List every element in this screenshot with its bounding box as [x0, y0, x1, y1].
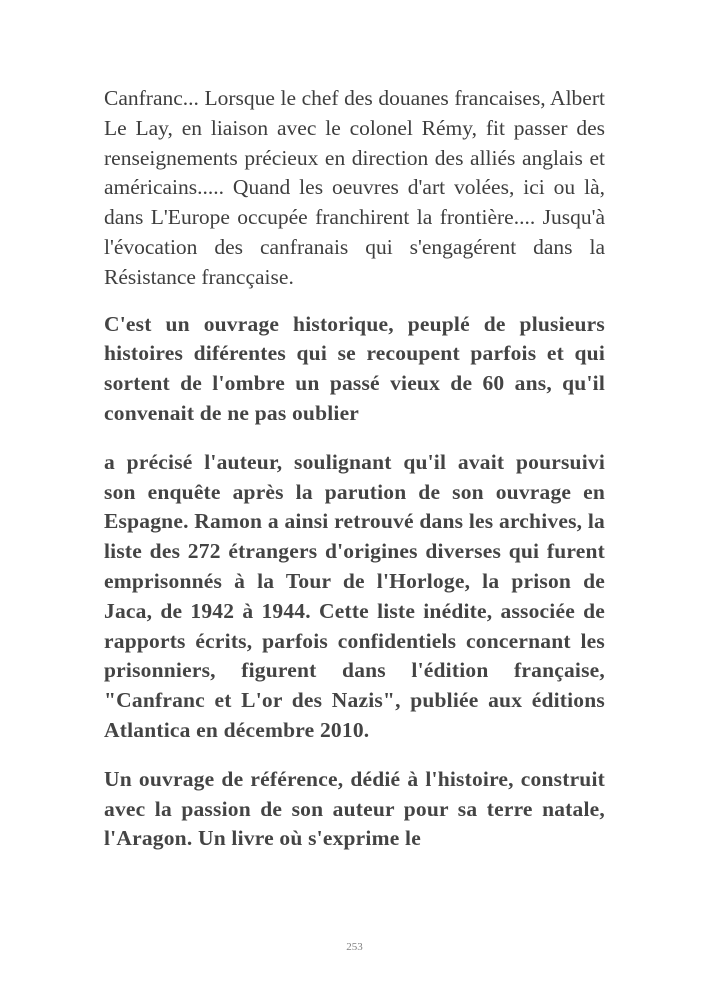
paragraph-author-quote: C'est un ouvrage historique, peuplé de plusieurs histoires diférentes qui se recoupent parfois et qui sortent de l'ombre un passé vieux de 60 ans, qu'il convenait de ne pas oublier — [104, 311, 605, 425]
page-number: 253 — [346, 941, 363, 953]
document-page — [104, 84, 605, 854]
paragraph-prisoner-list: a précisé l'auteur, soulignant qu'il avait poursuivi son enquête après la parution de son ouvrage en Espagne. Ramon a ainsi retrouvé dans les archives, la liste des 272 étrangers d'origines diverses qui furent emprisonnés à la Tour de l'Horloge, la prison de Jaca, de 1942 à 1944. Cette liste inédite, associée de rapports écrits, parfois confidentiels concernant les prisonniers, figurent dans l'édition française, "Canfranc et L'or des Nazis", publiée aux éditions Atlantica en décembre 2010. — [104, 449, 605, 742]
paragraph-canfranc-history: Canfranc... Lorsque le chef des douanes francaises, Albert Le Lay, en liaison avec le colonel Rémy, fit passer des renseignements précieux en direction des alliés anglais et américains..... Quand les oeuvres d'art volées, ici ou là, dans L'Europe occupée franchirent la frontière.... Jusqu'à l'évocation des canfranais qui s'engagérent dans la Résistance francçaise. — [104, 86, 605, 289]
paragraph-reference-work: Un ouvrage de référence, dédié à l'histoire, construit avec la passion de son auteur pour sa terre natale, l'Aragon. Un livre où s'exprime le — [104, 766, 605, 851]
